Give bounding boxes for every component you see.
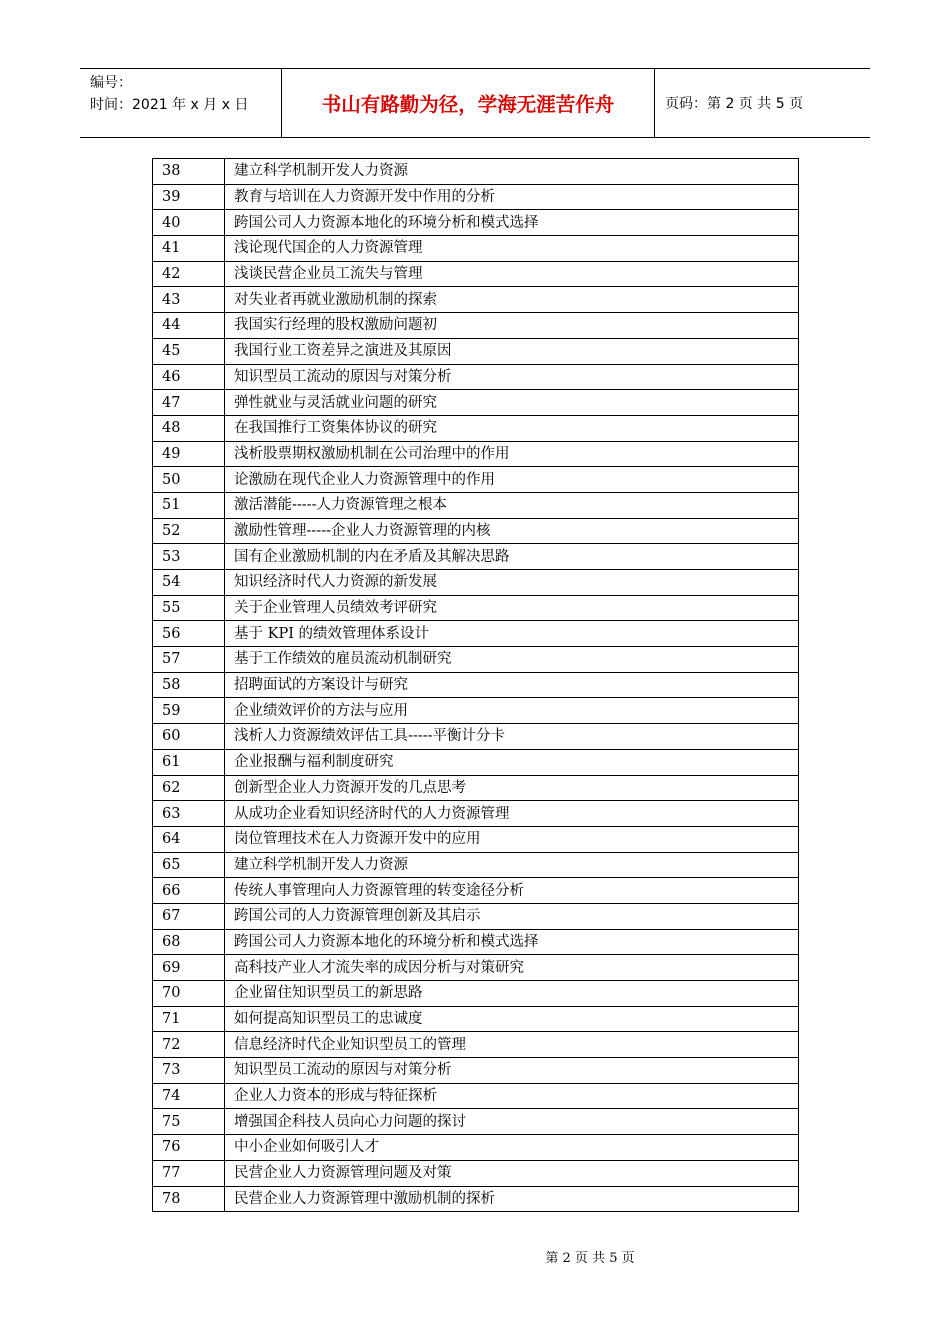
table-row bbox=[153, 826, 799, 852]
row-title: 弹性就业与灵活就业问题的研究 bbox=[225, 390, 799, 416]
table-row bbox=[153, 1083, 799, 1109]
row-title: 企业人力资本的形成与特征探析 bbox=[225, 1083, 799, 1109]
table-row bbox=[153, 1058, 799, 1084]
row-title: 创新型企业人力资源开发的几点思考 bbox=[225, 775, 799, 801]
table-row bbox=[153, 287, 799, 313]
table-row bbox=[153, 981, 799, 1007]
row-number: 64 bbox=[153, 826, 225, 852]
row-title: 传统人事管理向人力资源管理的转变途径分析 bbox=[225, 878, 799, 904]
row-number: 63 bbox=[153, 801, 225, 827]
row-number: 40 bbox=[153, 210, 225, 236]
table-row bbox=[153, 903, 799, 929]
row-title: 基于工作绩效的雇员流动机制研究 bbox=[225, 647, 799, 673]
table-row bbox=[153, 698, 799, 724]
page-header bbox=[80, 68, 870, 138]
row-number: 45 bbox=[153, 338, 225, 364]
row-number: 54 bbox=[153, 570, 225, 596]
row-title: 建立科学机制开发人力资源 bbox=[225, 852, 799, 878]
table-row bbox=[153, 467, 799, 493]
row-title: 民营企业人力资源管理问题及对策 bbox=[225, 1160, 799, 1186]
row-number: 70 bbox=[153, 981, 225, 1007]
table-row bbox=[153, 878, 799, 904]
table-row bbox=[153, 1135, 799, 1161]
topics-table bbox=[152, 158, 799, 1212]
table-row bbox=[153, 570, 799, 596]
row-title: 浅谈民营企业员工流失与管理 bbox=[225, 261, 799, 287]
table-row bbox=[153, 775, 799, 801]
row-title: 论激励在现代企业人力资源管理中的作用 bbox=[225, 467, 799, 493]
table-row bbox=[153, 236, 799, 262]
row-title: 知识型员工流动的原因与对策分析 bbox=[225, 364, 799, 390]
row-title: 基于 KPI 的绩效管理体系设计 bbox=[225, 621, 799, 647]
row-number: 77 bbox=[153, 1160, 225, 1186]
time-label: 时间：2021 年 x 月 x 日 bbox=[90, 97, 249, 113]
table-row bbox=[153, 724, 799, 750]
row-number: 58 bbox=[153, 672, 225, 698]
row-title: 岗位管理技术在人力资源开发中的应用 bbox=[225, 826, 799, 852]
row-title: 建立科学机制开发人力资源 bbox=[225, 159, 799, 185]
row-title: 从成功企业看知识经济时代的人力资源管理 bbox=[225, 801, 799, 827]
table-row bbox=[153, 1006, 799, 1032]
row-number: 68 bbox=[153, 929, 225, 955]
row-title: 企业留住知识型员工的新思路 bbox=[225, 981, 799, 1007]
row-title: 我国行业工资差异之演进及其原因 bbox=[225, 338, 799, 364]
header-meta bbox=[80, 69, 282, 137]
row-number: 41 bbox=[153, 236, 225, 262]
table-row bbox=[153, 852, 799, 878]
row-title: 在我国推行工资集体协议的研究 bbox=[225, 415, 799, 441]
row-title: 知识型员工流动的原因与对策分析 bbox=[225, 1058, 799, 1084]
row-number: 72 bbox=[153, 1032, 225, 1058]
row-title: 浅论现代国企的人力资源管理 bbox=[225, 236, 799, 262]
row-number: 46 bbox=[153, 364, 225, 390]
row-title: 企业报酬与福利制度研究 bbox=[225, 749, 799, 775]
row-number: 60 bbox=[153, 724, 225, 750]
row-title: 激励性管理-----企业人力资源管理的内核 bbox=[225, 518, 799, 544]
row-number: 56 bbox=[153, 621, 225, 647]
row-title: 浅析人力资源绩效评估工具-----平衡计分卡 bbox=[225, 724, 799, 750]
row-number: 75 bbox=[153, 1109, 225, 1135]
table-row bbox=[153, 261, 799, 287]
row-number: 39 bbox=[153, 184, 225, 210]
table-row bbox=[153, 313, 799, 339]
row-number: 69 bbox=[153, 955, 225, 981]
row-number: 44 bbox=[153, 313, 225, 339]
row-title: 知识经济时代人力资源的新发展 bbox=[225, 570, 799, 596]
row-number: 76 bbox=[153, 1135, 225, 1161]
row-title: 增强国企科技人员向心力问题的探讨 bbox=[225, 1109, 799, 1135]
row-title: 激活潜能-----人力资源管理之根本 bbox=[225, 492, 799, 518]
row-number: 61 bbox=[153, 749, 225, 775]
row-number: 67 bbox=[153, 903, 225, 929]
row-title: 国有企业激励机制的内在矛盾及其解决思路 bbox=[225, 544, 799, 570]
table-row bbox=[153, 492, 799, 518]
row-number: 42 bbox=[153, 261, 225, 287]
table-row bbox=[153, 544, 799, 570]
row-title: 企业绩效评价的方法与应用 bbox=[225, 698, 799, 724]
row-title: 跨国公司人力资源本地化的环境分析和模式选择 bbox=[225, 929, 799, 955]
row-title: 关于企业管理人员绩效考评研究 bbox=[225, 595, 799, 621]
table-row bbox=[153, 801, 799, 827]
table-row bbox=[153, 1186, 799, 1212]
row-number: 50 bbox=[153, 467, 225, 493]
table-row bbox=[153, 441, 799, 467]
row-number: 62 bbox=[153, 775, 225, 801]
table-row bbox=[153, 184, 799, 210]
row-number: 48 bbox=[153, 415, 225, 441]
table-row bbox=[153, 929, 799, 955]
row-title: 浅析股票期权激励机制在公司治理中的作用 bbox=[225, 441, 799, 467]
table-row bbox=[153, 595, 799, 621]
table-row bbox=[153, 1032, 799, 1058]
table-row bbox=[153, 159, 799, 185]
table-row bbox=[153, 672, 799, 698]
row-title: 跨国公司人力资源本地化的环境分析和模式选择 bbox=[225, 210, 799, 236]
row-title: 民营企业人力资源管理中激励机制的探析 bbox=[225, 1186, 799, 1212]
row-number: 78 bbox=[153, 1186, 225, 1212]
row-title: 招聘面试的方案设计与研究 bbox=[225, 672, 799, 698]
row-number: 47 bbox=[153, 390, 225, 416]
row-number: 49 bbox=[153, 441, 225, 467]
row-number: 73 bbox=[153, 1058, 225, 1084]
row-title: 中小企业如何吸引人才 bbox=[225, 1135, 799, 1161]
row-number: 38 bbox=[153, 159, 225, 185]
row-number: 53 bbox=[153, 544, 225, 570]
row-title: 对失业者再就业激励机制的探索 bbox=[225, 287, 799, 313]
table-row bbox=[153, 338, 799, 364]
row-number: 43 bbox=[153, 287, 225, 313]
table-row bbox=[153, 1109, 799, 1135]
row-number: 51 bbox=[153, 492, 225, 518]
table-row bbox=[153, 518, 799, 544]
row-number: 71 bbox=[153, 1006, 225, 1032]
topics-table-body bbox=[153, 159, 799, 1212]
page-footer: 第 2 页 共 5 页 bbox=[545, 1251, 635, 1266]
row-number: 55 bbox=[153, 595, 225, 621]
table-row bbox=[153, 415, 799, 441]
row-title: 信息经济时代企业知识型员工的管理 bbox=[225, 1032, 799, 1058]
row-number: 57 bbox=[153, 647, 225, 673]
row-number: 66 bbox=[153, 878, 225, 904]
row-title: 高科技产业人才流失率的成因分析与对策研究 bbox=[225, 955, 799, 981]
row-title: 跨国公司的人力资源管理创新及其启示 bbox=[225, 903, 799, 929]
table-row bbox=[153, 390, 799, 416]
row-title: 我国实行经理的股权激励问题初 bbox=[225, 313, 799, 339]
row-number: 65 bbox=[153, 852, 225, 878]
row-number: 52 bbox=[153, 518, 225, 544]
table-row bbox=[153, 1160, 799, 1186]
table-row bbox=[153, 749, 799, 775]
table-row bbox=[153, 647, 799, 673]
header-page-info: 页码：第 2 页 共 5 页 bbox=[665, 96, 804, 112]
row-number: 74 bbox=[153, 1083, 225, 1109]
table-row bbox=[153, 364, 799, 390]
row-title: 教育与培训在人力资源开发中作用的分析 bbox=[225, 184, 799, 210]
table-row bbox=[153, 210, 799, 236]
row-title: 如何提高知识型员工的忠诚度 bbox=[225, 1006, 799, 1032]
header-motto: 书山有路勤为径，学海无涯苦作舟 bbox=[282, 69, 655, 137]
row-number: 59 bbox=[153, 698, 225, 724]
table-row bbox=[153, 955, 799, 981]
table-row bbox=[153, 621, 799, 647]
code-label: 编号： bbox=[90, 75, 132, 91]
